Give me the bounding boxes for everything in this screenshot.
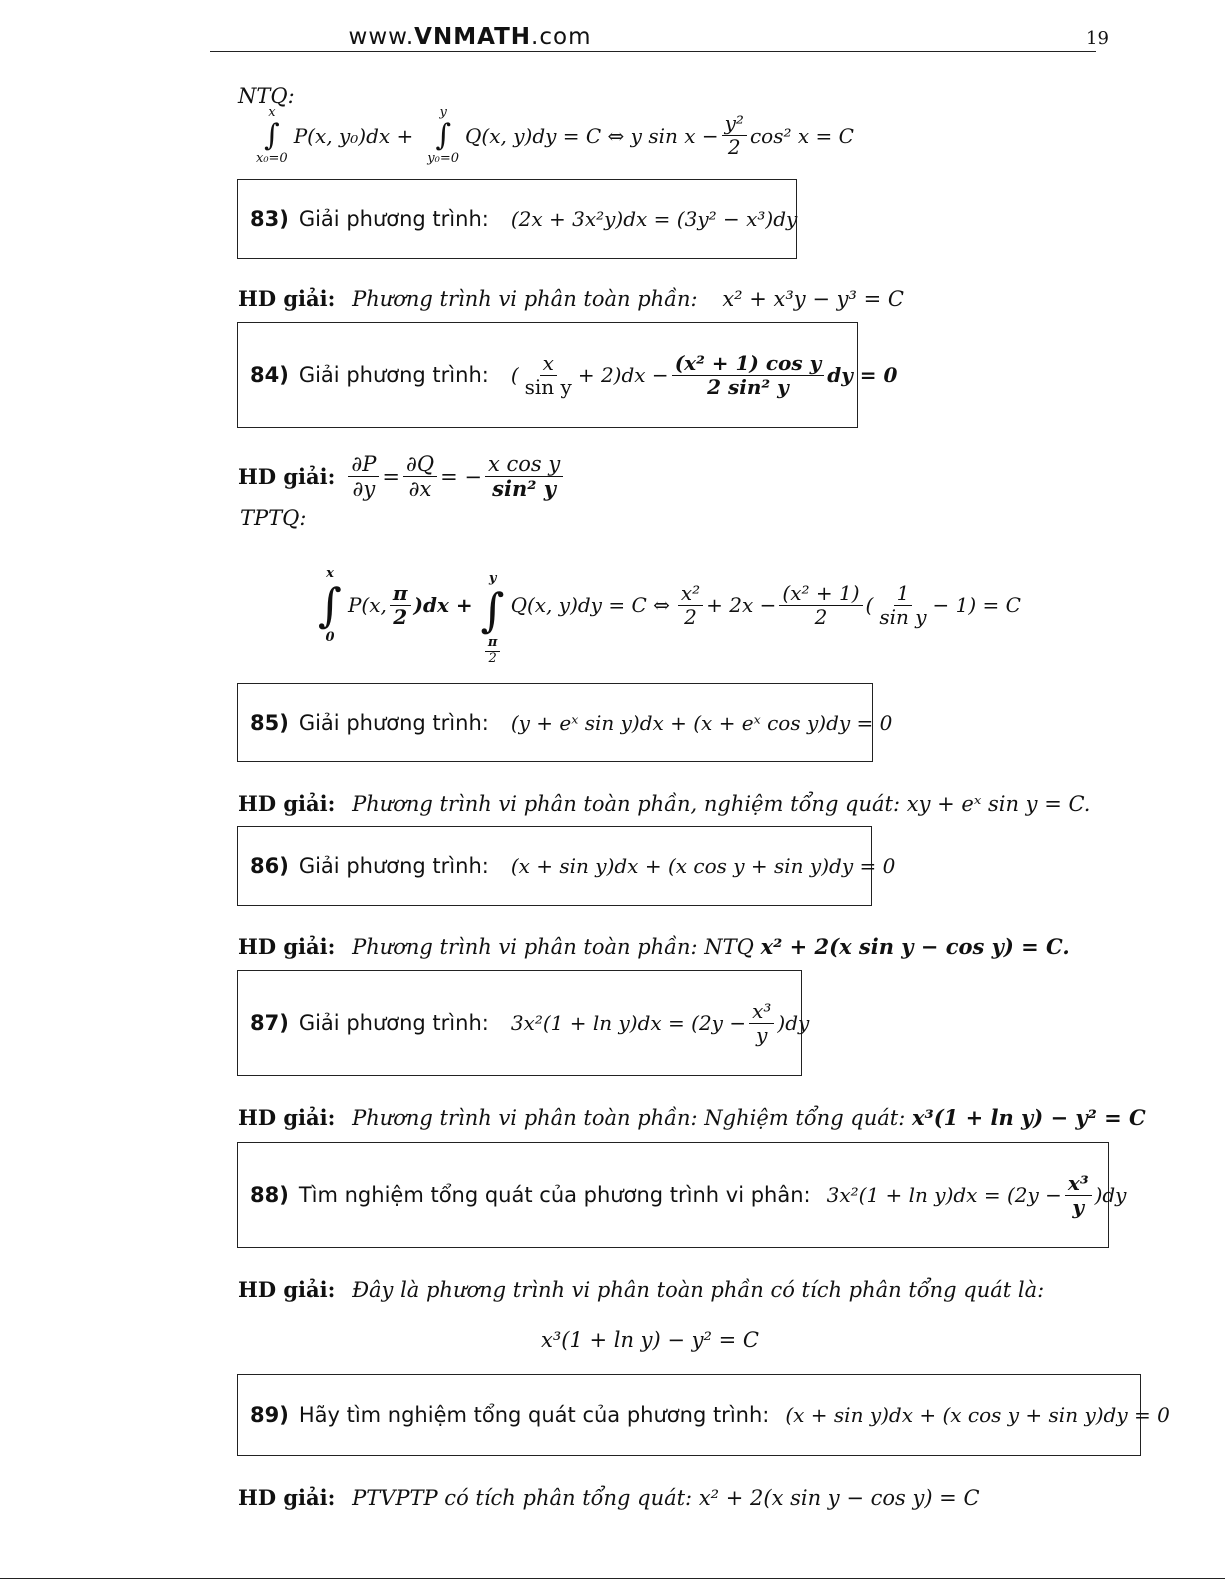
solution-85 bbox=[238, 791, 1090, 816]
footer-divider bbox=[0, 1578, 1225, 1579]
solution-label: HD giải: bbox=[238, 1485, 336, 1510]
solution-text: Phương trình vi phân toàn phần, nghiệm tổng quát: bbox=[352, 792, 901, 816]
tptq-equation: x ∫ 0 P(x, $\frac{\pi}{2}$ )dx + y ∫ $\frac{\pi}{2}$ Q(x, y)dy = C ⇔ $\frac{\text{x²}}{2}$ + 2x − $\frac{\text{(x² + 1)}}{2}$ ( $\frac{1}{\text{sin y}}$ − 1) = C bbox=[318, 565, 1021, 666]
problem-equation: 3x²(1 + ln y)dx = (2y − $\frac{\text{x³}}{y}$ )dy bbox=[826, 1170, 1127, 1219]
solution-83 bbox=[238, 286, 904, 311]
problem-text: Giải phương trình: bbox=[298, 207, 489, 231]
solution-text: Phương trình vi phân toàn phần: NTQ bbox=[352, 935, 754, 959]
solution-equation: x² + 2(x sin y − cos y) = C bbox=[698, 1486, 980, 1510]
solution-label: HD giải: bbox=[238, 1277, 336, 1302]
solution-89 bbox=[238, 1485, 980, 1510]
intro-equation bbox=[256, 106, 854, 165]
solution-text: Phương trình vi phân toàn phần: Nghiệm tổng quát: bbox=[352, 1106, 906, 1130]
site-suffix: .com bbox=[531, 24, 592, 50]
problem-number: 86) bbox=[250, 854, 289, 878]
solution-label: HD giải: bbox=[238, 791, 336, 816]
problem-number: 85) bbox=[250, 710, 289, 735]
site-header bbox=[0, 24, 940, 50]
solution-label: HD giải: bbox=[238, 464, 336, 490]
solution-equation: x³(1 + ln y) − y² = C bbox=[912, 1105, 1146, 1130]
solution-equation: x² + x³y − y³ = C bbox=[722, 287, 904, 311]
solution-text: Đây là phương trình vi phân toàn phần có tích phân tổng quát là: bbox=[352, 1278, 1045, 1302]
problem-number: 84) bbox=[250, 363, 289, 387]
problem-equation: ( $\frac{x}{\text{sin y}}$ + 2)dx − $\frac{\text{(x² + 1) cos y}}{\text{2 sin² y}}$ dy = 0 bbox=[510, 350, 898, 399]
tptq-label: TPTQ: bbox=[240, 506, 307, 530]
intro-term-3: cos² x = C bbox=[749, 123, 854, 148]
header-divider bbox=[210, 51, 1096, 52]
site-prefix: www. bbox=[348, 24, 415, 50]
solution-87 bbox=[238, 1105, 1146, 1130]
integral-y: y ∫ $\frac{\pi}{2}$ bbox=[480, 571, 505, 666]
integral-2: y ∫ y₀=0 bbox=[427, 105, 460, 166]
partial-derivatives: $\frac{\partial P}{\partial y}$ = $\frac{\partial Q}{\partial x}$ = − $\frac{\text{x cos y}}{\text{sin² y}}$ bbox=[345, 452, 566, 501]
integral-x: x ∫ 0 bbox=[318, 565, 342, 645]
problem-text: Tìm nghiệm tổng quát của phương trình vi phân: bbox=[298, 1183, 811, 1207]
solution-equation: xy + eˣ sin y = C. bbox=[906, 792, 1091, 816]
problem-equation: (x + sin y)dx + (x cos y + sin y)dy = 0 bbox=[510, 854, 896, 878]
problem-85-box bbox=[237, 683, 893, 762]
problem-equation: 3x²(1 + ln y)dx = (2y − $\frac{\text{x³}}{y}$ )dy bbox=[510, 998, 810, 1047]
solution-label: HD giải: bbox=[238, 1105, 336, 1130]
problem-equation: (2x + 3x²y)dx = (3y² − x³)dy bbox=[510, 207, 798, 231]
solution-88-equation: x³(1 + ln y) − y² = C bbox=[541, 1328, 759, 1352]
solution-84 bbox=[238, 452, 566, 501]
page-number: 19 bbox=[1086, 28, 1109, 49]
problem-text: Giải phương trình: bbox=[298, 854, 489, 878]
problem-equation: (y + eˣ sin y)dx + (x + eˣ cos y)dy = 0 bbox=[510, 710, 893, 735]
solution-label: HD giải: bbox=[238, 934, 336, 959]
solution-text: PTVPTP có tích phân tổng quát: bbox=[352, 1486, 693, 1510]
problem-text: Hãy tìm nghiệm tổng quát của phương trình: bbox=[298, 1403, 770, 1427]
problem-text: Giải phương trình: bbox=[298, 710, 489, 735]
solution-equation: x² + 2(x sin y − cos y) = C. bbox=[760, 934, 1070, 959]
solution-text: Phương trình vi phân toàn phần: bbox=[352, 287, 698, 311]
problem-text: Giải phương trình: bbox=[298, 363, 489, 387]
problem-equation: (x + sin y)dx + (x cos y + sin y)dy = 0 bbox=[785, 1403, 1170, 1427]
problem-89-box bbox=[237, 1374, 1170, 1456]
intro-term-1: P(x, y₀)dx + bbox=[293, 123, 414, 148]
intro-fraction: $\frac{\text{y²}}{2}$ bbox=[722, 112, 747, 159]
intro-term-2: Q(x, y)dy = C ⇔ y sin x − bbox=[465, 123, 719, 148]
problem-number: 83) bbox=[250, 207, 289, 231]
solution-88 bbox=[238, 1277, 1044, 1302]
solution-label: HD giải: bbox=[238, 286, 336, 311]
problem-88-box bbox=[237, 1142, 1127, 1248]
problem-84-box bbox=[237, 322, 898, 428]
problem-83-box bbox=[237, 179, 797, 259]
site-brand: VNMATH bbox=[414, 24, 532, 50]
ntq-label: NTQ: bbox=[238, 84, 295, 108]
integral-1: x ∫ x₀=0 bbox=[256, 105, 288, 166]
solution-86 bbox=[238, 934, 1070, 959]
problem-number: 89) bbox=[250, 1403, 289, 1427]
problem-number: 88) bbox=[250, 1183, 289, 1207]
problem-number: 87) bbox=[250, 1011, 289, 1035]
problem-86-box bbox=[237, 826, 896, 906]
problem-text: Giải phương trình: bbox=[298, 1011, 489, 1035]
problem-87-box bbox=[237, 970, 810, 1076]
